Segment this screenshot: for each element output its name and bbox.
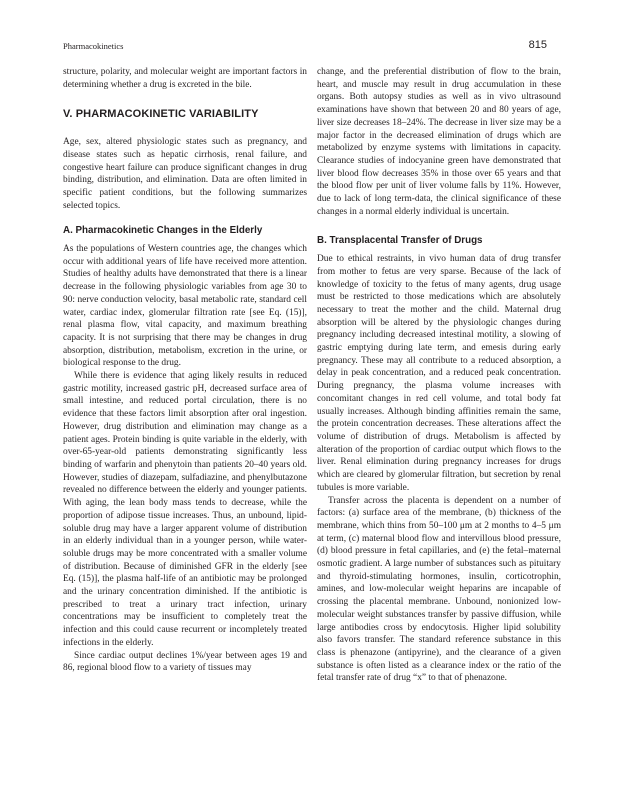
elderly-paragraph-2: While there is evidence that aging likely results in reduced gastric motility, increased gastric pH, decreased surface area of small intestine, and reduced portal circulation, there is no evidence that these factors limit absorption after oral ingestion. However, drug distribution and elimination may change as a patient ages. Protein binding is quite variable in the elderly, with over-65-year-old patients demonstrating significantly less binding of warfarin and phenytoin than patients 20–40 years old. However, studies of diazepam, sulfadiazine, and phenylbutazone revealed no difference between the elderly and younger patients. With aging, the lean body mass tends to decrease, while the proportion of adipose tissue increases. Thus, an unbound, lipid-soluble drug may have a larger apparent volume of distribution in an elderly individual than in a younger person, while water-soluble drugs may be more concentrated with a smaller volume of distribution. Because of diminished GFR in the elderly [see Eq. (15)], the plasma half-life of an antibiotic may be prolonged and the urinary concentration diminished. If the antibiotic is prescribed to treat a urinary tract infection, urinary concentrations may be insufficient to completely treat the infection and this could cause recurrent or incompletely treated infections in the elderly. (63, 371, 307, 648)
elderly-paragraph-3: Since cardiac output declines 1%/year between ages 19 and 86, regional blood flow to a variety of tissues may (63, 650, 307, 674)
running-title: Pharmacokinetics (63, 41, 124, 51)
elderly-paragraph-1: As the populations of Western countries age, the changes which occur with additional years of life have received more attention. Studies of healthy adults have demonstrated that there is a linear decrease in the following physiologic variables from age 30 to 90: nerve conduction velocity, basal metabolic rate, standard cell water, cardiac index, glomerular filtration rate [see Eq. (15)], renal plasma flow, vital capacity, and maximum breathing capacity. It is not surprising that there may be changes in drug absorption, distribution, metabolism, excretion in the urine, or biological response to the drug. (63, 244, 307, 369)
subsection-heading-transplacental: B. Transplacental Transfer of Drugs (317, 235, 483, 247)
section-paragraph: Age, sex, altered physiologic states such as pregnancy, and disease states such as hepatic cirrhosis, renal failure, and congestive heart failure can produce significant changes in drug binding, distribution, and elimination. Data are often limited in specific patient conditions, but the following summarizes selected topics. (63, 137, 307, 211)
left-column (63, 66, 307, 675)
page-number: 815 (528, 39, 547, 51)
right-column (317, 66, 561, 685)
running-header (63, 41, 547, 55)
subsection-heading-elderly: A. Pharmacokinetic Changes in the Elderly (63, 225, 263, 237)
intro-paragraph: structure, polarity, and molecular weight are important factors in determining whether a drug is excreted in the bile. (63, 67, 307, 90)
transplacental-paragraph-2: Transfer across the placenta is dependent on a number of factors: (a) surface area of the membrane, (b) thickness of the membrane, which thins from 50–100 μm at 2 months to 4–5 μm at term, (c) maternal blood flow and intervillous blood pressure, (d) blood pressure in fetal capillaries, and (e) the fetal–maternal osmotic gradient. A large number of substances such as pituitary and thyroid-stimulating hormones, insulin, corticotrophin, amines, and low-molecular weight heparins are incapable of crossing the placental membrane. Unbound, nonionized low-molecular weight substances transfer by passive diffusion, while large antibodies cross by endocytosis. Higher lipid solubility also favors transfer. The standard reference substance in this class is phenazone (antipyrine), and the clearance of a given substance is often listed as a clearance index or the ratio of the fetal transfer rate of drug “x” to that of phenazone. (317, 495, 561, 684)
transplacental-paragraph-1: Due to ethical restraints, in vivo human data of drug transfer from mother to fetus are very sparse. Because of the lack of knowledge of toxicity to the fetus of many agents, drug usage must be restricted to those medications which are absolutely necessary to treat the mother and the child. Maternal drug absorption will be altered by the physiologic changes during pregnancy including decreased intestinal motility, a slowing of gastric emptying during late term, and emesis during early pregnancy. These may all contribute to a reduced absorption, a delay in peak concentration, and a reduced peak concentration. During pregnancy, the plasma volume increases with concomitant changes in red cell volume, and total body fat usually increases. Although binding affinities remain the same, the protein concentration decreases. These alterations affect the volume of distribution of drugs. Metabolism is affected by alteration of the proportion of cardiac output which flows to the liver. Renal elimination during pregnancy increases for drugs which are cleared by glomerular filtration, but secretion by renal tubules is more variable. (317, 254, 561, 493)
elderly-paragraph-continued: change, and the preferential distribution of flow to the brain, heart, and muscle may result in drug accumulation in these organs. Both autopsy studies as well as in vivo ultrasound examinations have shown that between 20 and 80 years of age, liver size decreases 18–24%. The decrease in liver size may be a major factor in the decreased elimination of drugs which are metabolized by enzyme systems with limitations in capacity. Clearance studies of indocyanine green have demonstrated that liver blood flow decreases 35% in those over 65 years and that the blood flow per unit of liver volume falls by 11%. However, due to lack of long term-data, the clinical significance of these changes in a normal elderly individual is uncertain. (317, 67, 561, 217)
section-heading: V. PHARMACOKINETIC VARIABILITY (63, 108, 259, 121)
